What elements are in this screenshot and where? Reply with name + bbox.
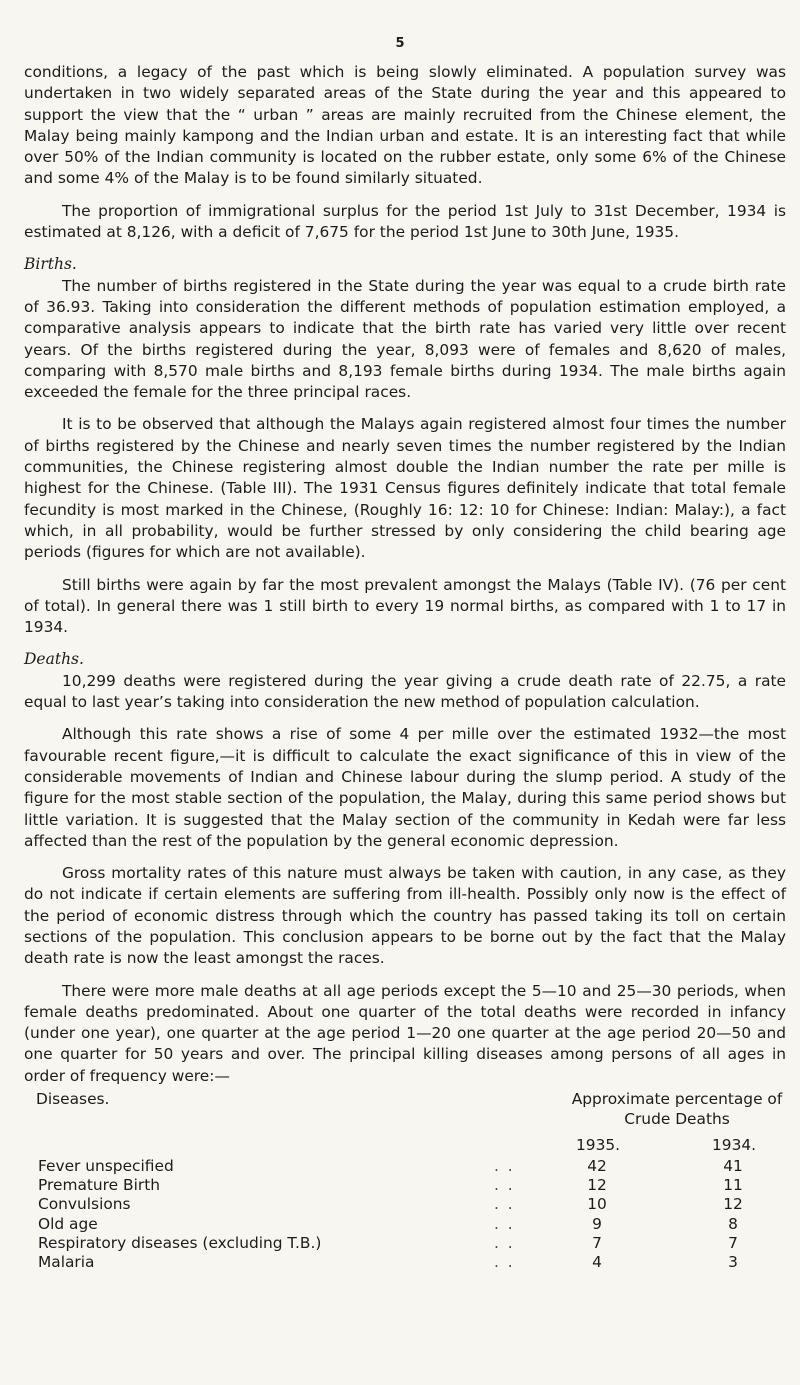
table-row	[24, 1195, 786, 1214]
table-years	[24, 1135, 786, 1157]
leader-dots: . .	[494, 1253, 515, 1271]
value-1935: 42	[587, 1157, 607, 1176]
disease-name: Respiratory diseases (excluding T.B.)	[38, 1233, 322, 1252]
value-1935: 10	[587, 1195, 607, 1214]
paragraph-births-races: It is to be observed that although the Malays again registered almost four times the number of births registered by the Chinese and nearly seven times the number registered by the Indian communities, the Chinese registering almost double the Indian number the rate per mille is highest for the Chinese. (Table III). The 1931 Census figures definitely indicate that total female fecundity is most marked in the Chinese, (Roughly 16: 12: 10 for Chinese: Indian: Malay:), a fact which, in all probability, would be further stressed by only considering the child bearing age periods (figures for which are not available).	[24, 415, 786, 562]
paragraph-population-survey: conditions, a legacy of the past which is being slowly eliminated. A population survey was undertaken in two widely separated areas of the State during the year and this appeared to support the view that the “ urban ” areas are mainly recruited from the Chinese element, the Malay being mainly kampong and the Indian urban and estate. It is an interesting fact that while over 50% of the Indian community is located on the rubber estate, only some 6% of the Chinese and some 4% of the Malay is to be found similarly situated.	[24, 63, 786, 188]
leader-dots: . .	[494, 1195, 515, 1214]
column-header-approx	[567, 1089, 787, 1129]
leader-dots: . .	[494, 1214, 515, 1233]
column-header-approx-line2: Crude Deaths	[624, 1110, 730, 1129]
value-1935: 12	[587, 1176, 607, 1195]
value-1934: 41	[723, 1157, 743, 1176]
table-row	[24, 1157, 786, 1176]
column-header-diseases: Diseases.	[36, 1090, 110, 1109]
value-1934: 8	[728, 1214, 738, 1233]
paragraph-gross-mortality: Gross mortality rates of this nature must always be taken with caution, in any case, as they do not indicate if certain elements are suffering from ill-health. Possibly only now is the effect of the period of economic distress through which the country has passed taking its toll on certain sections of the population. This conclusion appears to be borne out by the fact that the Malay death rate is now the least amongst the races.	[24, 864, 786, 968]
table-row	[24, 1215, 786, 1234]
year-header-1935: 1935.	[576, 1136, 621, 1155]
value-1935: 7	[592, 1233, 602, 1252]
paragraph-deaths-rate: Although this rate shows a rise of some 4 per mille over the estimated 1932—the most favourable recent figure,—it is difficult to calculate the exact significance of this in view of the considerable movements of Indian and Chinese labour during the slump period. A study of the figure for the most stable section of the population, the Malay, during this same period shows but little variation. It is suggested that the Malay section of the community in Kedah were far less affected than the rest of the population by the general economic depression.	[24, 725, 786, 850]
disease-name: Fever unspecified	[38, 1157, 174, 1176]
paragraph-immigration-surplus: The proportion of immigrational surplus for the period 1st July to 31st December, 1934 is estimated at 8,126, with a deficit of 7,675 for the period 1st June to 30th June, 1935.	[24, 201, 786, 242]
disease-table	[24, 1157, 786, 1272]
column-header-approx-line1: Approximate percentage of	[571, 1090, 783, 1109]
year-header-1934: 1934.	[712, 1136, 757, 1155]
table-row	[24, 1234, 786, 1253]
table-header	[24, 1089, 786, 1131]
table-row	[24, 1176, 786, 1195]
heading-deaths: Deaths.	[24, 650, 84, 669]
paragraph-deaths-registered: 10,299 deaths were registered during the year giving a crude death rate of 22.75, a rate equal to last year’s taking into consideration the new method of population calculation.	[24, 671, 786, 712]
heading-births: Births.	[24, 255, 77, 274]
value-1934: 12	[723, 1195, 743, 1214]
leader-dots: . .	[494, 1233, 515, 1252]
value-1934: 11	[723, 1176, 743, 1195]
page-number: 5	[395, 36, 405, 51]
disease-name: Old age	[38, 1214, 98, 1233]
paragraph-still-births: Still births were again by far the most prevalent amongst the Malays (Table IV). (76 per cent of total). In general there was 1 still birth to every 19 normal births, as compared with 1 to 17 in 1934.	[24, 575, 786, 637]
leader-dots: . .	[494, 1176, 515, 1195]
document-body	[24, 62, 786, 1272]
value-1935: 9	[592, 1214, 602, 1233]
paragraph-male-deaths: There were more male deaths at all age periods except the 5—10 and 25—30 periods, when female deaths predominated. About one quarter of the total deaths were recorded in infancy (under one year), one quarter at the age period 1—20 one quarter at the age period 20—50 and one quarter for 50 years and over. The principal killing diseases among persons of all ages in order of frequency were:—	[24, 981, 786, 1085]
disease-name: Convulsions	[38, 1195, 131, 1214]
disease-name: Premature Birth	[38, 1176, 160, 1195]
disease-name: Malaria	[38, 1253, 95, 1271]
leader-dots: . .	[494, 1157, 515, 1176]
paragraph-births-rate: The number of births registered in the State during the year was equal to a crude birth rate of 36.93. Taking into consideration the different methods of population estimation employed, a comparative analysis appears to indicate that the birth rate has varied very little over recent years. Of the births registered during the year, 8,093 were of females and 8,620 of males, comparing with 8,570 male births and 8,193 female births during 1934. The male births again exceeded the female for the three principal races.	[24, 276, 786, 402]
value-1934: 3	[728, 1253, 738, 1271]
value-1934: 7	[728, 1233, 738, 1252]
value-1935: 4	[592, 1253, 602, 1271]
table-row	[24, 1253, 786, 1272]
